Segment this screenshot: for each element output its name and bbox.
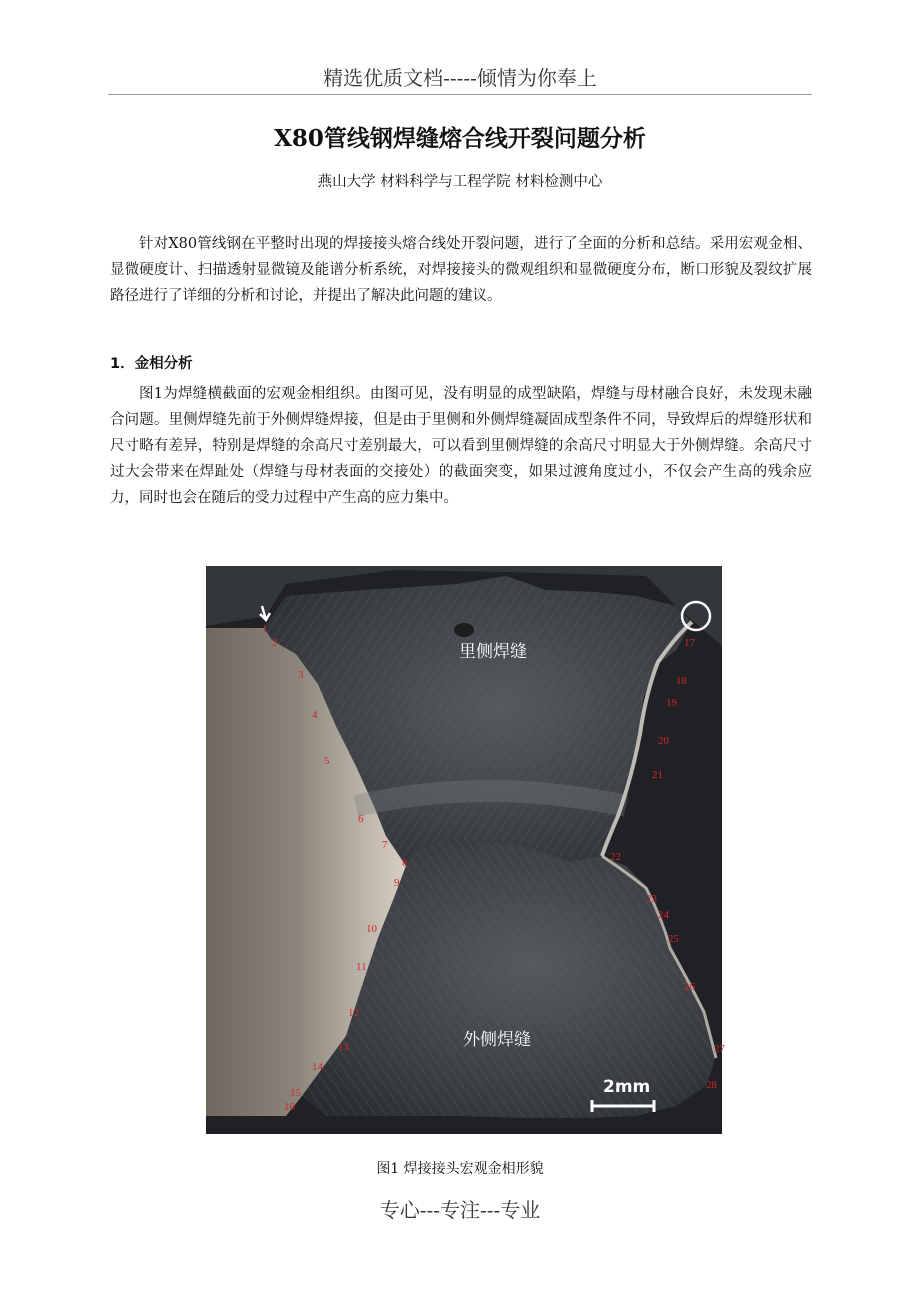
hardness-marker: 24 (658, 909, 669, 921)
scale-bar-label: 2mm (603, 1077, 651, 1097)
outer-weld-label: 外侧焊缝 (463, 1030, 531, 1050)
hardness-marker: 15 (290, 1087, 301, 1099)
hardness-marker: 10 (366, 923, 377, 935)
hardness-marker: 6 (358, 813, 364, 825)
hardness-marker: 16 (284, 1101, 295, 1113)
hardness-marker: 27 (714, 1043, 725, 1055)
hardness-marker: 2 (272, 637, 278, 649)
header-divider (108, 94, 812, 95)
hardness-marker: 13 (338, 1041, 349, 1053)
hardness-marker: 12 (348, 1007, 359, 1019)
hardness-marker: 4 (312, 709, 318, 721)
section-paragraph: 图1为焊缝横截面的宏观金相组织。由图可见，没有明显的成型缺陷，焊缝与母材融合良好，未发现未融合问题。里侧焊缝先前于外侧焊缝焊接，但是由于里侧和外侧焊缝凝固成型条件不同，导致焊后的焊缝形状和尺寸略有差异，特别是焊缝的余高尺寸差别最大，可以看到里侧焊缝的余高尺寸明显大于外侧焊缝。余高尺寸过大会带来在焊趾处（焊缝与母材表面的交接处）的截面突变，如果过渡角度过小，不仅会产生高的残余应力，同时也会在随后的受力过程中产生高的应力集中。 (110, 386, 812, 506)
hardness-marker: 9 (394, 877, 400, 889)
hardness-marker: 25 (668, 933, 679, 945)
section-heading: 1．金相分析 (110, 356, 193, 372)
pore (454, 623, 474, 637)
hardness-marker: 19 (666, 697, 677, 709)
affiliation: 燕山大学 材料科学与工程学院 材料检测中心 (317, 174, 603, 190)
hardness-marker: 20 (658, 735, 669, 747)
page-footer: 专心---专注---专业 (379, 1198, 541, 1222)
hardness-marker: 14 (312, 1061, 323, 1073)
hardness-marker: 28 (706, 1079, 717, 1091)
hardness-marker: 8 (402, 857, 408, 869)
hardness-marker: 1 (262, 623, 268, 635)
figure-caption: 图1 焊接接头宏观金相形貌 (376, 1161, 544, 1177)
macrograph-figure (206, 566, 725, 1134)
hardness-marker: 17 (684, 637, 695, 649)
hardness-marker: 21 (652, 769, 663, 781)
hardness-marker: 5 (324, 755, 330, 767)
hardness-marker: 18 (676, 675, 687, 687)
document-title: X80管线钢焊缝熔合线开裂问题分析 (274, 125, 646, 152)
hardness-marker: 11 (356, 961, 367, 973)
hardness-marker: 3 (298, 669, 304, 681)
hardness-marker: 23 (646, 893, 657, 905)
weld-macrograph (206, 566, 725, 1134)
abstract-paragraph: 针对X80管线钢在平整时出现的焊接接头熔合线处开裂问题，进行了全面的分析和总结。采用宏观金相、显微硬度计、扫描透射显微镜及能谱分析系统，对焊接接头的微观组织和显微硬度分布，断口形貌及裂纹扩展路径进行了详细的分析和讨论，并提出了解决此问题的建议。 (110, 236, 812, 304)
hardness-marker: 22 (610, 851, 621, 863)
hardness-marker: 7 (382, 839, 388, 851)
page-header: 精选优质文档-----倾情为你奉上 (323, 66, 597, 90)
hardness-marker: 26 (684, 981, 695, 993)
inner-weld-label: 里侧焊缝 (459, 642, 527, 662)
